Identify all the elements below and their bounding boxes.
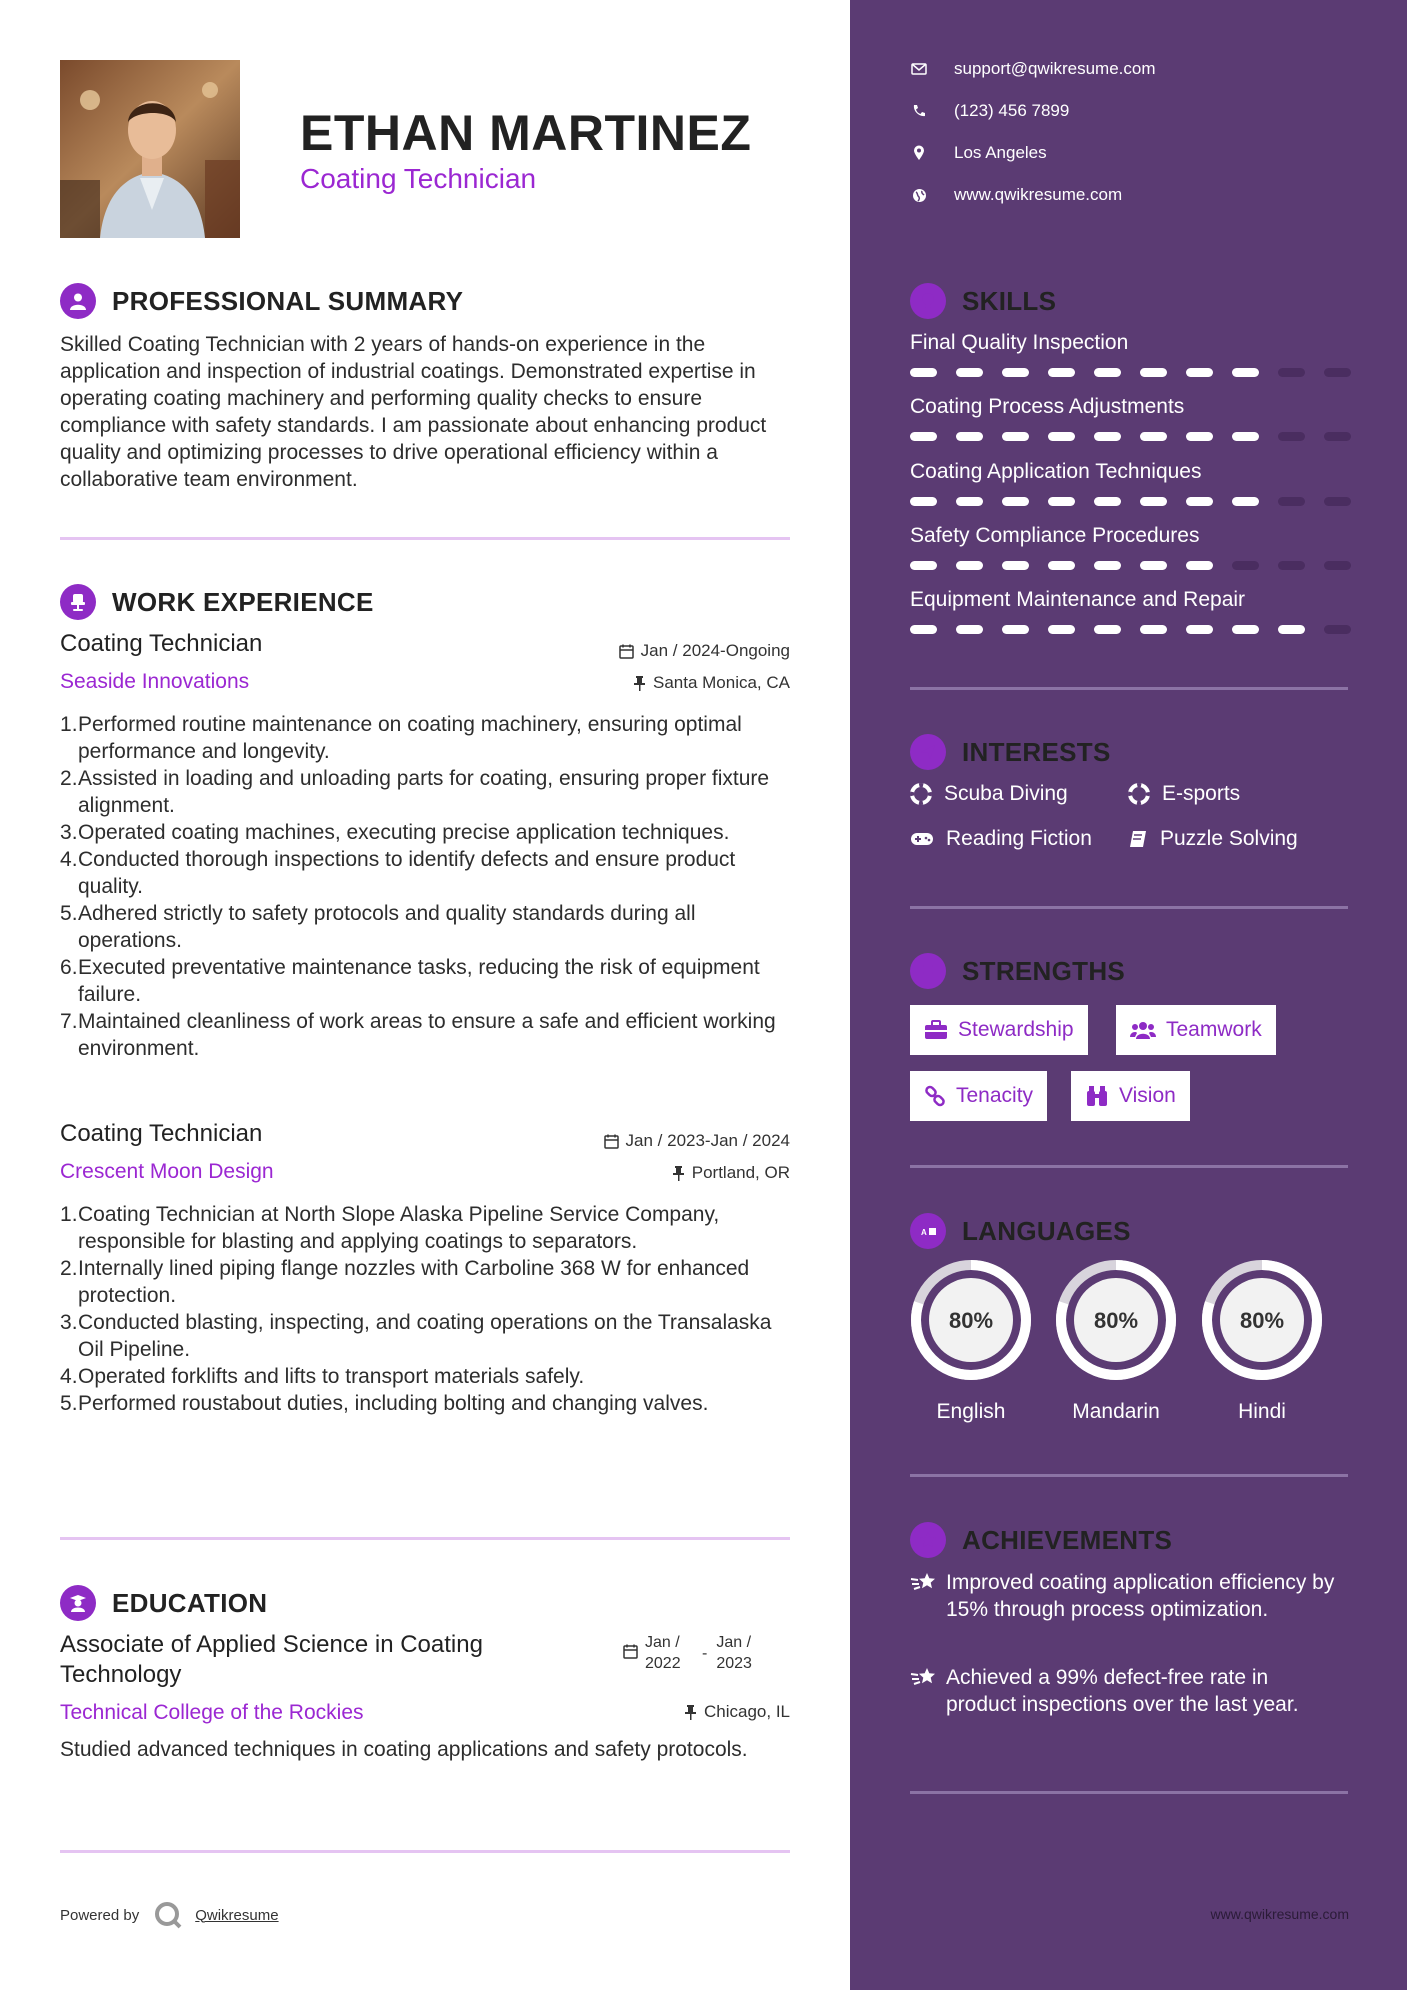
duties-list	[60, 1201, 790, 1417]
svg-text:A: A	[921, 1228, 927, 1237]
skill-dash-filled	[1278, 625, 1305, 634]
achievement-text: Achieved a 99% defect-free rate in product inspections over the last year.	[946, 1666, 1299, 1716]
school-name: Technical College of the Rockies	[60, 1701, 364, 1724]
gamepad-icon	[910, 831, 934, 847]
achievement-text: Improved coating application efficiency by 15% through process optimization.	[946, 1571, 1335, 1621]
pin-icon	[672, 1166, 685, 1181]
language-name: English	[936, 1400, 1006, 1423]
skill-dash-empty	[1278, 497, 1305, 506]
skill-dash-empty	[1278, 432, 1305, 441]
language-name: Hindi	[1238, 1400, 1286, 1423]
envelope-icon	[910, 63, 928, 75]
calendar-icon	[619, 644, 634, 659]
skill-name: Equipment Maintenance and Repair	[910, 588, 1246, 611]
strength-label: Stewardship	[958, 1018, 1074, 1041]
interest-label: E-sports	[1162, 782, 1241, 805]
language-icon	[910, 1213, 946, 1249]
interest-label: Puzzle Solving	[1160, 827, 1298, 850]
calendar-icon	[623, 1644, 638, 1659]
skill-name: Coating Application Techniques	[910, 460, 1202, 483]
skill-dash-filled	[956, 432, 983, 441]
candidate-name: ETHAN MARTINEZ	[300, 105, 752, 161]
divider	[60, 1850, 790, 1853]
list-item: Executed preventative maintenance tasks, reducing the risk of equipment failure.	[78, 956, 760, 1006]
skill-dash-filled	[956, 561, 983, 570]
list-item: Adhered strictly to safety protocols and quality standards during all operations.	[78, 902, 696, 952]
location-text: Los Angeles	[954, 143, 1047, 162]
skill-dash-empty	[1324, 497, 1351, 506]
qwikresume-logo-icon	[153, 1900, 183, 1930]
skill-dash-filled	[1140, 368, 1167, 377]
language-ring	[1055, 1259, 1177, 1381]
interest-item	[1128, 782, 1240, 806]
users-icon	[1130, 1020, 1156, 1040]
job-dates	[604, 1131, 790, 1151]
strength-label: Tenacity	[956, 1084, 1034, 1107]
achievements-title: ACHIEVEMENTS	[962, 1524, 1173, 1555]
skill-dash-filled	[910, 497, 937, 506]
divider	[910, 906, 1348, 909]
education-description: Studied advanced techniques in coating applications and safety protocols.	[60, 1738, 748, 1761]
star-badge-icon	[910, 1522, 946, 1558]
job-title: Coating Technician	[60, 1120, 263, 1147]
user-icon	[60, 283, 96, 319]
lightbulb-icon	[910, 283, 946, 319]
contact-location	[910, 143, 1047, 163]
list-item: Assisted in loading and unloading parts for coating, ensuring proper fixture alignment.	[78, 767, 770, 817]
job-location	[633, 673, 790, 693]
duties-list	[60, 711, 790, 1062]
divider	[60, 1537, 790, 1540]
skill-dash-empty	[1324, 368, 1351, 377]
job-dates	[619, 641, 790, 661]
contact-email	[910, 59, 1156, 79]
list-item: Coating Technician at North Slope Alaska Pipeline Service Company, responsible for blasting and applying coatings to separators.	[78, 1203, 720, 1253]
skill-level-bar	[910, 368, 1351, 377]
skill-level-bar	[910, 497, 1351, 506]
skill-level-bar	[910, 625, 1351, 634]
skill-dash-filled	[1140, 625, 1167, 634]
skills-header	[910, 283, 1056, 319]
strengths-header	[910, 953, 1125, 989]
strength-label: Teamwork	[1166, 1018, 1262, 1041]
profile-photo	[60, 60, 240, 238]
skill-dash-filled	[1002, 432, 1029, 441]
language-name: Mandarin	[1072, 1400, 1160, 1423]
job-location-text: Santa Monica, CA	[652, 673, 790, 692]
education-dates	[623, 1632, 764, 1674]
shooting-star-icon	[910, 1664, 946, 1718]
summary-text: Skilled Coating Technician with 2 years of hands-on experience in the application and inspection of industrial coatings. Demonstrated expertise in operating coating machinery and performing quality checks to ensure compliance with safety standards. I am passionate about enhancing product quality and optimizing processes to drive operational efficiency within a collaborative team environment.	[60, 333, 767, 491]
strength-tag	[910, 1005, 1088, 1055]
skill-dash-filled	[1140, 497, 1167, 506]
strengths-title: STRENGTHS	[962, 955, 1126, 986]
skill-dash-filled	[1002, 625, 1029, 634]
company-name: Crescent Moon Design	[60, 1160, 274, 1183]
footer-powered-by	[60, 1900, 279, 1930]
divider	[910, 687, 1348, 690]
skill-dash-filled	[1186, 625, 1213, 634]
list-item: Operated forklifts and lifts to transport materials safely.	[78, 1365, 585, 1388]
language-percent: 80%	[948, 1308, 994, 1333]
chair-icon	[60, 584, 96, 620]
skill-dash-filled	[1048, 561, 1075, 570]
achievement-item	[910, 1664, 1340, 1718]
briefcase-icon	[924, 1020, 948, 1040]
map-marker-icon	[910, 145, 928, 161]
skill-dash-filled	[910, 625, 937, 634]
skills-title: SKILLS	[962, 285, 1057, 316]
skill-dash-filled	[910, 368, 937, 377]
skill-dash-filled	[1232, 432, 1259, 441]
skill-dash-filled	[1232, 625, 1259, 634]
footer-site[interactable]: www.qwikresume.com	[1210, 1906, 1349, 1922]
binoculars-icon	[1085, 1085, 1109, 1107]
strength-tag	[1116, 1005, 1276, 1055]
language-percent: 80%	[1093, 1308, 1139, 1333]
interest-label: Reading Fiction	[946, 827, 1092, 850]
divider	[910, 1165, 1348, 1168]
skill-dash-filled	[1186, 432, 1213, 441]
skill-dash-filled	[1048, 432, 1075, 441]
skill-dash-empty	[1232, 561, 1259, 570]
paper-plane-icon	[910, 734, 946, 770]
divider	[60, 537, 790, 540]
skill-dash-filled	[1048, 625, 1075, 634]
education-location	[684, 1702, 790, 1722]
date-separator: -	[702, 1645, 708, 1662]
list-item: Conducted blasting, inspecting, and coating operations on the Transalaska Oil Pipeline.	[78, 1311, 772, 1361]
experience-header	[60, 584, 374, 620]
skill-dash-filled	[1232, 368, 1259, 377]
fist-icon	[910, 953, 946, 989]
lifebuoy-icon	[910, 783, 932, 805]
calendar-icon	[604, 1134, 619, 1149]
job-dates-text: Jan / 2023-Jan / 2024	[625, 1131, 790, 1150]
book-icon	[1128, 829, 1148, 849]
skill-dash-filled	[1002, 561, 1029, 570]
degree-title: Associate of Applied Science in Coating Technology	[60, 1631, 483, 1688]
skill-dash-filled	[1094, 561, 1121, 570]
lifebuoy-icon	[1128, 783, 1150, 805]
language-item	[910, 1259, 1032, 1424]
skill-dash-filled	[1186, 497, 1213, 506]
qwikresume-link[interactable]: Qwikresume	[195, 1906, 279, 1924]
candidate-role: Coating Technician	[300, 163, 537, 194]
job-title: Coating Technician	[60, 630, 263, 657]
powered-by-label: Powered by	[60, 1906, 140, 1924]
email-text[interactable]: support@qwikresume.com	[954, 59, 1156, 78]
interest-item	[910, 782, 1068, 806]
website-text[interactable]: www.qwikresume.com	[954, 185, 1123, 204]
skill-dash-filled	[1140, 561, 1167, 570]
language-percent: 80%	[1239, 1308, 1285, 1333]
contact-phone	[910, 101, 1069, 121]
skill-dash-filled	[1186, 561, 1213, 570]
language-ring	[1201, 1259, 1323, 1381]
skill-dash-empty	[1324, 561, 1351, 570]
languages-header	[910, 1213, 1131, 1249]
education-title: EDUCATION	[112, 1587, 268, 1618]
skill-dash-filled	[956, 368, 983, 377]
skill-dash-empty	[1278, 561, 1305, 570]
skill-level-bar	[910, 561, 1351, 570]
strength-tag	[1071, 1071, 1190, 1121]
experience-title: WORK EXPERIENCE	[112, 586, 374, 617]
skill-dash-empty	[1324, 625, 1351, 634]
education-header	[60, 1585, 267, 1621]
list-item: Performed roustabout duties, including bolting and changing valves.	[78, 1392, 709, 1415]
list-item: Conducted thorough inspections to identify defects and ensure product quality.	[78, 848, 736, 898]
skill-dash-filled	[1094, 497, 1121, 506]
job-location-text: Portland, OR	[691, 1163, 790, 1182]
skill-name: Safety Compliance Procedures	[910, 524, 1200, 547]
education-date-start: Jan / 2022	[645, 1634, 681, 1672]
phone-text: (123) 456 7899	[954, 101, 1070, 120]
skill-name: Coating Process Adjustments	[910, 395, 1185, 418]
skill-dash-filled	[1094, 625, 1121, 634]
skill-level-bar	[910, 432, 1351, 441]
skill-dash-filled	[956, 625, 983, 634]
pin-icon	[684, 1705, 697, 1720]
list-item: Performed routine maintenance on coating machinery, ensuring optimal performance and longevity.	[78, 713, 742, 763]
summary-header	[60, 283, 463, 319]
strength-tag	[910, 1071, 1047, 1121]
skill-dash-empty	[1324, 432, 1351, 441]
languages-title: LANGUAGES	[962, 1215, 1131, 1246]
achievement-item	[910, 1569, 1340, 1623]
interest-label: Scuba Diving	[944, 782, 1068, 805]
interest-item	[1128, 827, 1298, 851]
link-icon	[924, 1085, 946, 1107]
skill-dash-filled	[1048, 497, 1075, 506]
list-item: Internally lined piping flange nozzles with Carboline 368 W for enhanced protection.	[78, 1257, 750, 1307]
summary-title: PROFESSIONAL SUMMARY	[112, 285, 464, 316]
graduate-icon	[60, 1585, 96, 1621]
globe-icon	[910, 188, 928, 203]
interests-header	[910, 734, 1111, 770]
interests-title: INTERESTS	[962, 736, 1111, 767]
language-ring	[910, 1259, 1032, 1381]
skill-dash-filled	[1186, 368, 1213, 377]
strength-label: Vision	[1119, 1084, 1176, 1107]
achievements-header	[910, 1522, 1172, 1558]
list-item: Operated coating machines, executing precise application techniques.	[78, 821, 730, 844]
pin-icon	[633, 676, 646, 691]
company-name: Seaside Innovations	[60, 670, 250, 693]
divider	[910, 1791, 1348, 1794]
skill-name: Final Quality Inspection	[910, 331, 1129, 354]
skill-dash-filled	[956, 497, 983, 506]
skill-dash-filled	[910, 561, 937, 570]
list-item: Maintained cleanliness of work areas to ensure a safe and efficient working environment.	[78, 1010, 776, 1060]
phone-icon	[910, 104, 928, 118]
skill-dash-filled	[1094, 432, 1121, 441]
skill-dash-filled	[1232, 497, 1259, 506]
interest-item	[910, 827, 1092, 851]
skill-dash-filled	[910, 432, 937, 441]
language-item	[1201, 1259, 1323, 1424]
shooting-star-icon	[910, 1569, 946, 1623]
contact-website	[910, 185, 1122, 205]
skill-dash-filled	[1140, 432, 1167, 441]
skill-dash-filled	[1002, 368, 1029, 377]
education-location-text: Chicago, IL	[704, 1702, 790, 1721]
job-dates-text: Jan / 2024-Ongoing	[640, 641, 790, 660]
job-location	[672, 1163, 790, 1183]
language-item	[1055, 1259, 1177, 1424]
skill-dash-filled	[1002, 497, 1029, 506]
skill-dash-empty	[1278, 368, 1305, 377]
skill-dash-filled	[1094, 368, 1121, 377]
education-date-end: Jan / 2023	[716, 1634, 752, 1672]
skill-dash-filled	[1048, 368, 1075, 377]
divider	[910, 1474, 1348, 1477]
